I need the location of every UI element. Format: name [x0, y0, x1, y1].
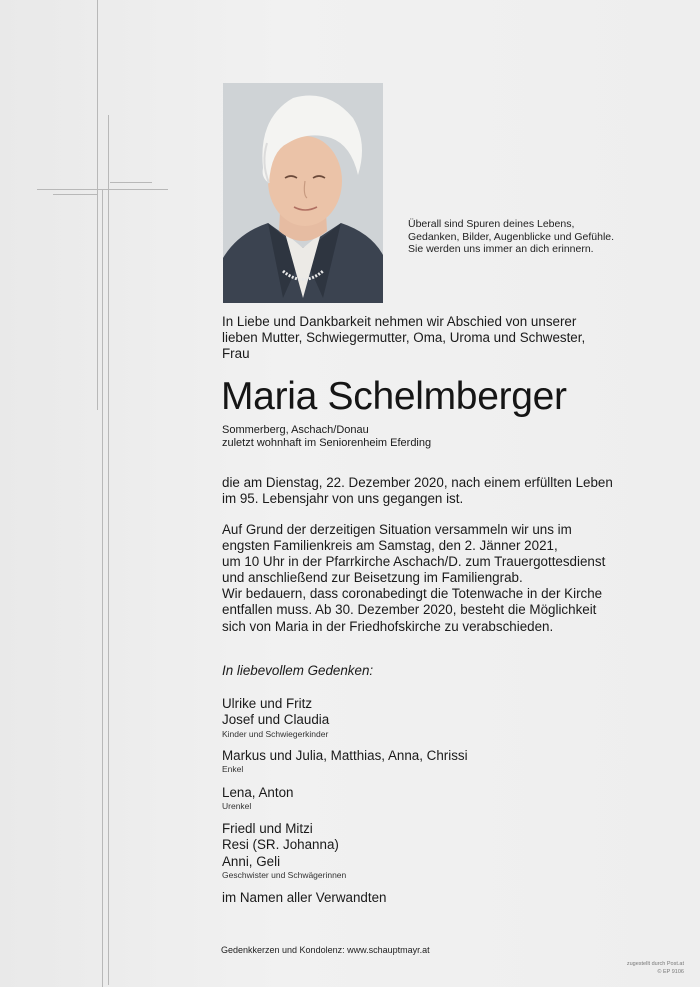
mourner-names: Anni, Geli: [222, 853, 281, 869]
quote-line: Überall sind Spuren deines Lebens,: [408, 218, 575, 230]
quote-line: Sie werden uns immer an dich erinnern.: [408, 243, 594, 255]
left-border-line: [97, 0, 98, 410]
deceased-name: Maria Schelmberger: [221, 375, 567, 418]
ceremony-line: um 10 Uhr in der Pfarrkirche Aschach/D. zum Trauergottesdienst: [222, 554, 606, 570]
cross-horizontal-line-short: [53, 194, 97, 195]
portrait-photo: [223, 83, 383, 303]
intro-line: Frau: [222, 346, 250, 361]
condolence-link[interactable]: Gedenkkerzen und Kondolenz: www.schauptmayr.at: [221, 945, 430, 955]
intro-line: lieben Mutter, Schwiegermutter, Oma, Uroma und Schwester,: [222, 330, 586, 345]
mourner-relation: Urenkel: [222, 801, 252, 812]
mourner-group-great-grandchildren: [222, 785, 293, 812]
origin-line: Sommerberg, Aschach/Donau: [222, 424, 369, 436]
mourner-names: Ulrike und Fritz: [222, 696, 313, 711]
post-line: © EP 9106: [657, 969, 684, 975]
mourner-names: Resi (SR. Johanna): [222, 837, 339, 853]
ceremony-line: engsten Familienkreis am Samstag, den 2. Jänner 2021,: [222, 538, 558, 554]
cross-horizontal-line: [37, 189, 168, 190]
postal-note: [627, 960, 684, 976]
cross-horizontal-line-right: [110, 182, 152, 183]
ceremony-line: Wir bedauern, dass coronabedingt die Totenwache in der Kirche: [222, 586, 603, 602]
intro-text: [222, 314, 622, 362]
ceremony-line: Auf Grund der derzeitigen Situation versammeln wir uns im: [222, 522, 572, 537]
intro-line: In Liebe und Dankbarkeit nehmen wir Abschied von unserer: [222, 314, 577, 329]
origin-line: zuletzt wohnhaft im Seniorenheim Eferding: [222, 437, 432, 449]
post-line: zugestellt durch Post.at: [626, 961, 684, 967]
ceremony-info: [222, 522, 632, 635]
mourner-relation: Enkel: [222, 764, 244, 775]
mourner-relation: Kinder und Schwiegerkinder: [222, 728, 329, 739]
mourner-relation: Geschwister und Schwägerinnen: [222, 870, 347, 881]
death-notice: [222, 475, 632, 507]
ceremony-line: entfallen muss. Ab 30. Dezember 2020, besteht die Möglichkeit: [222, 602, 597, 618]
ceremony-line: sich von Maria in der Friedhofskirche zu verabschieden.: [222, 618, 554, 634]
mourner-names: Lena, Anton: [222, 785, 294, 800]
mourner-names: Friedl und Mitzi: [222, 821, 313, 836]
memorial-quote: [408, 218, 668, 256]
mourner-group-grandchildren: [222, 748, 468, 775]
mourner-group-children: [222, 696, 329, 740]
mourner-group-siblings: [222, 821, 346, 881]
mourner-names: Josef und Claudia: [222, 712, 330, 728]
quote-line: Gedanken, Bilder, Augenblicke und Gefühle.: [408, 230, 615, 243]
mourner-names: Markus und Julia, Matthias, Anna, Chrissi: [222, 748, 468, 763]
cross-vertical-line: [108, 115, 109, 985]
closing-text: [222, 890, 632, 906]
notice-line: die am Dienstag, 22. Dezember 2020, nach einem erfüllten Leben: [222, 475, 613, 490]
mourners-heading: In liebevollem Gedenken:: [222, 663, 374, 678]
residence-info: [222, 424, 431, 450]
left-border-line-lower: [102, 190, 103, 987]
ceremony-line: und anschließend zur Beisetzung im Familiengrab.: [222, 570, 523, 586]
notice-line: im 95. Lebensjahr von uns gegangen ist.: [222, 491, 464, 507]
closing-line: im Namen aller Verwandten: [222, 890, 387, 905]
